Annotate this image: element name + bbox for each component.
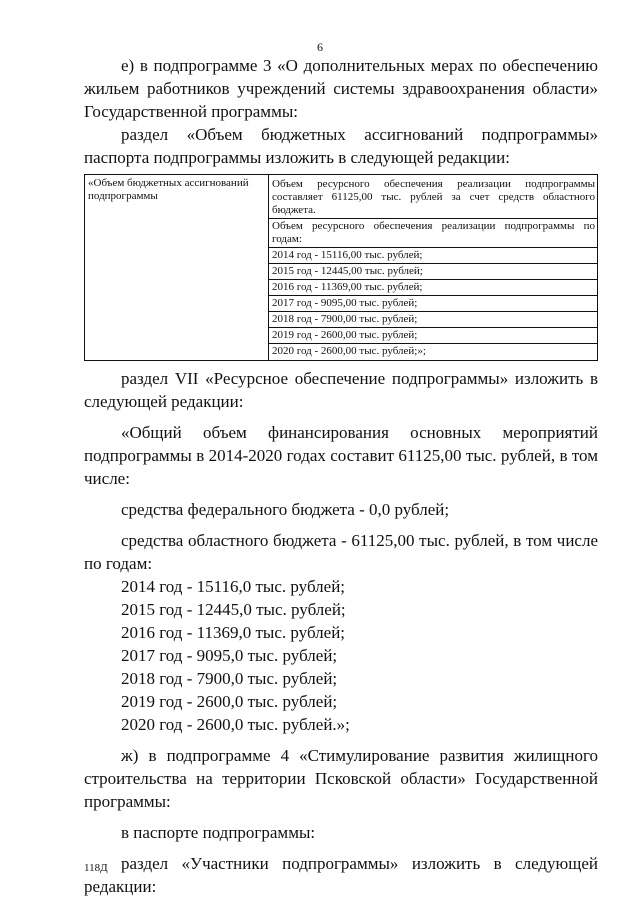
paragraph-section-vii: раздел VII «Ресурсное обеспечение подпрограммы» изложить в следующей редакции: — [84, 369, 598, 411]
table-right-cell — [269, 175, 598, 361]
table-intro-block — [269, 177, 597, 219]
year-line: 2019 год - 2600,0 тыс. рублей; — [121, 692, 338, 711]
table-year-text: 2017 год - 9095,00 тыс. рублей; — [272, 297, 418, 309]
document-code: 118Д — [84, 862, 108, 874]
table-row — [85, 175, 598, 361]
table-year-text: 2020 год - 2600,00 тыс. рублей;»; — [272, 345, 426, 357]
table-by-years-title — [269, 219, 597, 248]
paragraph-e: е) в подпрограмме 3 «О дополнительных мерах по обеспечению жильем работников учреждений системы здравоохранения области» Государственной программы: — [84, 56, 598, 121]
paragraph-federal: средства федерального бюджета - 0,0 рублей; — [121, 500, 450, 519]
table-year-row — [269, 248, 597, 264]
table-year-row — [269, 328, 597, 344]
years-list — [84, 575, 598, 736]
table-year-row — [269, 280, 597, 296]
paragraph-total: «Общий объем финансирования основных мероприятий подпрограммы в 2014-2020 годах составит 61125,00 тыс. рублей, в том числе: — [84, 423, 598, 488]
year-line: 2018 год - 7900,0 тыс. рублей; — [121, 669, 338, 688]
table-year-text: 2016 год - 11369,00 тыс. рублей; — [272, 281, 423, 293]
paragraph-passport-section: раздел «Объем бюджетных ассигнований подпрограммы» паспорта подпрограммы изложить в следующей редакции: — [84, 125, 598, 167]
table-by-years-text: Объем ресурсного обеспечения реализации подпрограммы по годам: — [272, 220, 595, 245]
table-year-row — [269, 296, 597, 312]
paragraph-participants: раздел «Участники подпрограммы» изложить в следующей редакции: — [84, 854, 598, 896]
table-year-row — [269, 344, 597, 358]
year-line: 2020 год - 2600,0 тыс. рублей.»; — [121, 715, 350, 734]
year-line: 2017 год - 9095,0 тыс. рублей; — [121, 646, 338, 665]
year-line: 2016 год - 11369,0 тыс. рублей; — [121, 623, 346, 642]
table-year-text: 2019 год - 2600,00 тыс. рублей; — [272, 329, 418, 341]
table-year-row — [269, 264, 597, 280]
table-year-text: 2015 год - 12445,00 тыс. рублей; — [272, 265, 423, 277]
table-left-cell: «Объем бюджетных ассигнований подпрограммы — [85, 175, 269, 361]
paragraph-in-passport: в паспорте подпрограммы: — [121, 823, 316, 842]
table-intro-text: Объем ресурсного обеспечения реализации подпрограммы составляет 61125,00 тыс. рублей за счет средств областного бюджета. — [272, 178, 595, 216]
budget-table — [84, 174, 598, 361]
table-year-text: 2014 год - 15116,00 тыс. рублей; — [272, 249, 423, 261]
document-body — [84, 54, 598, 898]
year-line: 2015 год - 12445,0 тыс. рублей; — [121, 600, 346, 619]
table-year-text: 2018 год - 7900,00 тыс. рублей; — [272, 313, 418, 325]
page-number: 6 — [317, 40, 323, 54]
paragraph-zh: ж) в подпрограмме 4 «Стимулирование развития жилищного строительства на территории Псковской области» Государственной программы: — [84, 746, 598, 811]
paragraph-regional: средства областного бюджета - 61125,00 тыс. рублей, в том числе по годам: — [84, 531, 598, 573]
table-year-row — [269, 312, 597, 328]
year-line: 2014 год - 15116,0 тыс. рублей; — [121, 577, 346, 596]
